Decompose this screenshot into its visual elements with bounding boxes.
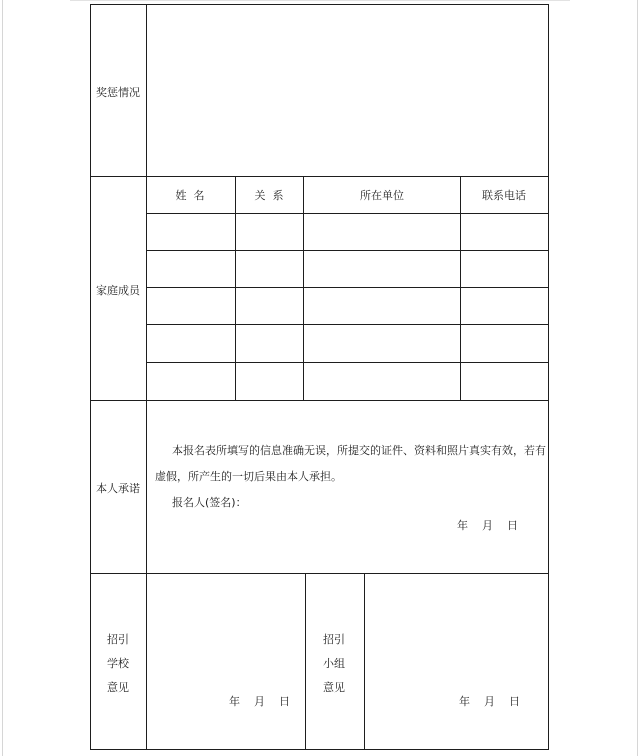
label-column-divider: [146, 4, 147, 750]
page-edge-right: [637, 0, 638, 756]
group-date: 年 月 日: [459, 695, 520, 708]
page-edge-left: [2, 0, 3, 756]
school-date: 年 月 日: [229, 695, 290, 708]
table-border-bottom: [90, 749, 549, 750]
row-divider: [146, 287, 549, 288]
pledge-paragraph: [155, 438, 547, 516]
column-divider: [460, 176, 461, 400]
school-label-line-1: 招引: [107, 633, 129, 646]
group-label-line-2: 小组: [323, 657, 345, 670]
school-label-line-2: 学校: [107, 657, 129, 670]
pledge-line-1: 本报名表所填写的信息准确无误，所提交的证件、资料和照片真实有效，若有: [172, 444, 546, 457]
school-label-line-3: 意见: [107, 681, 129, 694]
family-label: 家庭成员: [96, 284, 140, 297]
header-workplace: 所在单位: [360, 189, 404, 202]
column-divider: [235, 176, 236, 400]
column-divider: [305, 573, 306, 750]
page-top-edge: [70, 0, 570, 1]
group-label-line-3: 意见: [323, 681, 345, 694]
awards-label: 奖惩情况: [96, 86, 140, 99]
row-divider: [90, 400, 549, 401]
pledge-line-2: 虚假，所产生的一切后果由本人承担。: [155, 470, 342, 483]
signer-label: 报名人(签名)：: [172, 496, 247, 509]
row-divider: [146, 324, 549, 325]
row-divider: [146, 362, 549, 363]
column-divider: [364, 573, 365, 750]
pledge-date: 年 月 日: [457, 519, 518, 532]
group-label-line-1: 招引: [323, 633, 345, 646]
header-relation: 关 系: [254, 189, 284, 202]
header-name: 姓 名: [175, 189, 205, 202]
table-border-top: [90, 4, 549, 5]
table-border-right: [548, 4, 549, 750]
column-divider: [303, 176, 304, 400]
pledge-label: 本人承诺: [96, 482, 140, 495]
table-border-left: [90, 4, 91, 750]
row-divider: [146, 250, 549, 251]
row-divider: [90, 176, 549, 177]
row-divider: [146, 213, 549, 214]
header-phone: 联系电话: [482, 189, 526, 202]
row-divider: [90, 573, 549, 574]
